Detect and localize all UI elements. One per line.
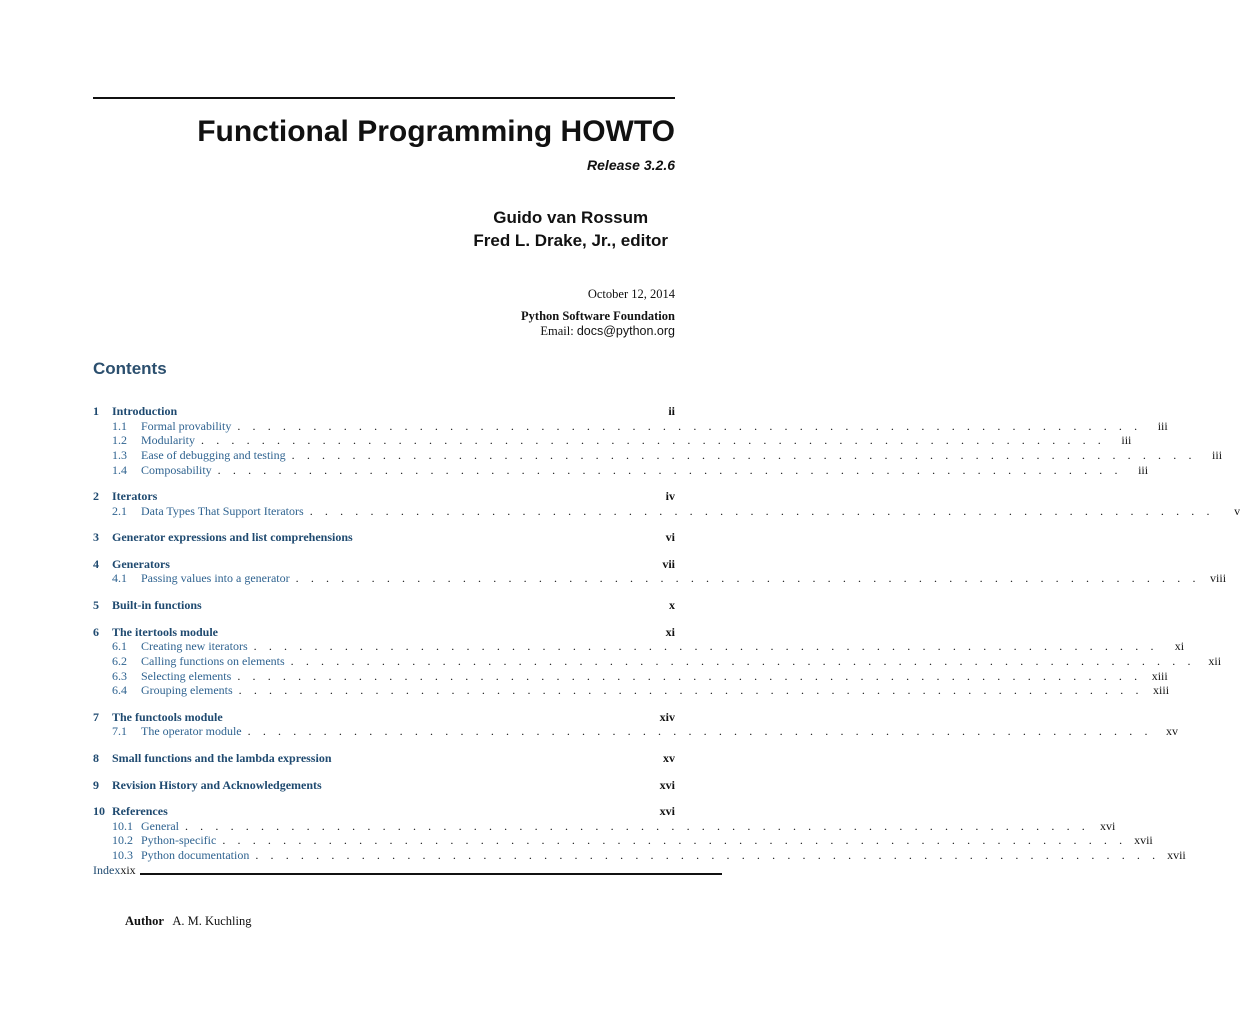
author-field xyxy=(125,914,252,929)
toc-gap xyxy=(93,518,675,530)
toc-subsection-page: iii xyxy=(1212,447,1223,462)
toc-gap xyxy=(93,698,675,710)
toc-subsection-entry[interactable] xyxy=(93,683,1170,698)
toc-subsection-entry[interactable] xyxy=(93,571,1227,586)
toc-subsection-page: v xyxy=(1234,503,1240,518)
toc-section-title[interactable]: Revision History and Acknowledgements xyxy=(112,777,322,792)
index-rule xyxy=(140,873,722,875)
toc-subsection-title[interactable]: Grouping elements xyxy=(141,683,233,698)
toc-section-page: x xyxy=(669,598,675,613)
toc-gap xyxy=(93,766,675,778)
email-label: Email: xyxy=(540,324,574,338)
toc-subsection-page: iii xyxy=(1121,433,1132,448)
dot-leader: . . . . . . . . . . . . . . . . . . . . . . . . . . . . . . . . . . . . . . . . . . . . . . . . . . . . . . . . . . . . xyxy=(290,653,1196,668)
toc-subsection-page: iii xyxy=(1138,462,1149,477)
toc-subsection-entry[interactable] xyxy=(93,668,1168,684)
toc-section-page: ii xyxy=(668,404,675,418)
dot-leader: . . . . . . . . . . . . . . . . . . . . . . . . . . . . . . . . . . . . . . . . . . . . . . . . . . . . . . . . . . . . xyxy=(291,447,1197,462)
toc-subsection-entry[interactable] xyxy=(93,639,1185,654)
toc-subsection-number[interactable]: 10.2 xyxy=(112,833,133,848)
toc-gap xyxy=(93,792,675,804)
toc-subsection-number[interactable]: 1.2 xyxy=(112,433,127,448)
toc-section-page: xvi xyxy=(659,777,675,792)
toc-section-entry[interactable] xyxy=(93,751,675,766)
toc-subsection-entry[interactable] xyxy=(93,653,1222,669)
email-line xyxy=(540,324,675,339)
toc-subsection-page: xvii xyxy=(1167,847,1186,862)
dot-leader: . . . . . . . . . . . . . . . . . . . . . . . . . . . . . . . . . . . . . . . . . . . . . . . . . . . . . . . . . . . . xyxy=(237,418,1142,433)
email-address[interactable]: docs@python.org xyxy=(576,324,675,338)
toc-section-page: iv xyxy=(665,489,675,504)
toc-section-title[interactable]: Generators xyxy=(112,556,170,571)
toc-section-page: xiv xyxy=(659,709,675,724)
toc-section-page: vii xyxy=(662,556,675,571)
toc-section-number[interactable]: 1 xyxy=(93,404,99,418)
toc-subsection-page: xiii xyxy=(1153,683,1170,698)
toc-subsection-title[interactable]: Data Types That Support Iterators xyxy=(141,503,304,518)
dot-leader: . . . . . . . . . . . . . . . . . . . . . . . . . . . . . . . . . . . . . . . . . . . . . . . . . . . . . . . . . . . . xyxy=(201,433,1106,448)
toc-subsection-entry[interactable] xyxy=(93,462,1149,478)
dot-leader: . . . . . . . . . . . . . . . . . . . . . . . . . . . . . . . . . . . . . . . . . . . . . . . . . . . . . . . . . . . . xyxy=(247,724,1153,739)
author-field-label: Author xyxy=(125,914,164,928)
toc-subsection-title[interactable]: General xyxy=(141,818,179,833)
table-of-contents xyxy=(93,404,1240,863)
document-title: Functional Programming HOWTO xyxy=(197,115,675,148)
toc-subsection-title[interactable]: Composability xyxy=(141,462,212,477)
toc-subsection-entry[interactable] xyxy=(93,847,1186,863)
dot-leader: . . . . . . . . . . . . . . . . . . . . . . . . . . . . . . . . . . . . . . . . . . . . . . . . . . . . . . . . . . . . xyxy=(253,639,1159,654)
toc-section-entry[interactable] xyxy=(93,598,675,613)
toc-subsection-entry[interactable] xyxy=(93,447,1223,463)
toc-subsection-entry[interactable] xyxy=(93,503,1240,519)
toc-subsection-page: xv xyxy=(1166,724,1179,739)
toc-subsection-title[interactable]: Selecting elements xyxy=(141,668,232,683)
toc-section-number[interactable]: 9 xyxy=(93,777,99,792)
toc-subsection-number[interactable]: 6.2 xyxy=(112,653,127,668)
toc-subsection-title[interactable]: Python-specific xyxy=(141,833,217,848)
toc-subsection-title[interactable]: Modularity xyxy=(141,433,195,448)
toc-section-number[interactable]: 10 xyxy=(93,804,105,819)
toc-section-title[interactable]: Introduction xyxy=(112,404,178,418)
dot-leader: . . . . . . . . . . . . . . . . . . . . . . . . . . . . . . . . . . . . . . . . . . . . . . . . . . . . . . . . . . . . xyxy=(295,571,1201,586)
toc-subsection-title[interactable]: Calling functions on elements xyxy=(141,653,285,668)
toc-section-title[interactable]: The itertools module xyxy=(112,624,218,639)
toc-section-page: xvi xyxy=(659,804,675,819)
toc-subsection-number[interactable]: 1.3 xyxy=(112,447,127,462)
toc-section-number[interactable]: 3 xyxy=(93,530,99,545)
toc-section-title[interactable]: Small functions and the lambda expression xyxy=(112,751,332,766)
toc-subsection-number[interactable]: 7.1 xyxy=(112,724,127,739)
toc-subsection-title[interactable]: Python documentation xyxy=(141,847,250,862)
authors-block xyxy=(473,206,668,252)
toc-section-entry[interactable] xyxy=(93,530,675,545)
index-page: xix xyxy=(120,863,136,877)
author-name: Guido van Rossum xyxy=(493,208,649,227)
toc-section-entry[interactable] xyxy=(93,489,675,504)
toc-subsection-number[interactable]: 10.1 xyxy=(112,818,133,833)
dot-leader: . . . . . . . . . . . . . . . . . . . . . . . . . . . . . . . . . . . . . . . . . . . . . . . . . . . . . . . . . . . . xyxy=(222,833,1127,848)
dot-leader: . . . . . . . . . . . . . . . . . . . . . . . . . . . . . . . . . . . . . . . . . . . . . . . . . . . . . . . . . . . . xyxy=(255,847,1160,862)
toc-index-entry[interactable] xyxy=(93,863,136,878)
toc-section-entry[interactable] xyxy=(93,625,675,640)
toc-section-number[interactable]: 5 xyxy=(93,598,99,613)
toc-section-number[interactable]: 2 xyxy=(93,489,99,504)
toc-section-title[interactable]: Built-in functions xyxy=(112,598,202,613)
contents-heading: Contents xyxy=(93,359,167,378)
dot-leader: . . . . . . . . . . . . . . . . . . . . . . . . . . . . . . . . . . . . . . . . . . . . . . . . . . . . . . . . . . . . xyxy=(237,668,1142,683)
toc-subsection-number[interactable]: 10.3 xyxy=(112,847,133,862)
toc-section-entry[interactable] xyxy=(93,404,675,419)
toc-subsection-page: viii xyxy=(1210,571,1227,586)
dot-leader: . . . . . . . . . . . . . . . . . . . . . . . . . . . . . . . . . . . . . . . . . . . . . . . . . . . . . . . . . . . . xyxy=(238,683,1144,698)
toc-section-page: xi xyxy=(665,624,675,639)
toc-subsection-number[interactable]: 1.1 xyxy=(112,418,127,433)
toc-section-entry[interactable] xyxy=(93,804,675,819)
toc-section-page: xv xyxy=(663,751,675,766)
toc-section-number[interactable]: 6 xyxy=(93,624,99,639)
toc-subsection-entry[interactable] xyxy=(93,833,1153,848)
toc-subsection-number[interactable]: 4.1 xyxy=(112,571,127,586)
toc-section-title[interactable]: Generator expressions and list comprehensions xyxy=(112,530,353,545)
toc-subsection-title[interactable]: The operator module xyxy=(141,724,242,739)
toc-subsection-title[interactable]: Passing values into a generator xyxy=(141,571,290,586)
toc-subsection-number[interactable]: 2.1 xyxy=(112,503,127,518)
toc-section-number[interactable]: 7 xyxy=(93,709,99,724)
author-name: Fred L. Drake, Jr., editor xyxy=(473,231,668,250)
toc-subsection-page: xii xyxy=(1208,653,1222,668)
toc-subsection-entry[interactable] xyxy=(93,724,1179,739)
dot-leader: . . . . . . . . . . . . . . . . . . . . . . . . . . . . . . . . . . . . . . . . . . . . . . . . . . . . . . . . . . . . xyxy=(217,462,1123,477)
toc-section-number[interactable]: 8 xyxy=(93,751,99,766)
toc-gap xyxy=(93,545,675,557)
toc-subsection-page: xvi xyxy=(1100,818,1116,833)
dot-leader: . . . . . . . . . . . . . . . . . . . . . . . . . . . . . . . . . . . . . . . . . . . . . . . . . . . . . . . . . . . . xyxy=(184,818,1090,833)
toc-subsection-entry[interactable] xyxy=(93,818,1116,834)
title-rule xyxy=(93,97,675,99)
toc-subsection-page: xi xyxy=(1174,639,1185,654)
release-label: Release 3.2.6 xyxy=(587,157,675,173)
dot-leader: . . . . . . . . . . . . . . . . . . . . . . . . . . . . . . . . . . . . . . . . . . . . . . . . . . . . . . . . . . . . xyxy=(309,503,1215,518)
toc-subsection-entry[interactable] xyxy=(93,418,1168,434)
publication-date: October 12, 2014 xyxy=(587,287,675,301)
toc-section-entry[interactable] xyxy=(93,557,675,572)
toc-section-number[interactable]: 4 xyxy=(93,556,99,571)
toc-section-title[interactable]: References xyxy=(112,804,168,819)
toc-section-entry[interactable] xyxy=(93,778,675,793)
toc-subsection-title[interactable]: Formal provability xyxy=(141,418,232,433)
toc-section-page: vi xyxy=(665,530,675,545)
toc-section-title[interactable]: Iterators xyxy=(112,489,158,504)
author-field-value: A. M. Kuchling xyxy=(172,914,252,928)
toc-subsection-entry[interactable] xyxy=(93,433,1132,448)
toc-gap xyxy=(93,477,675,489)
index-title[interactable]: Index xyxy=(93,863,121,877)
toc-gap xyxy=(93,613,675,625)
toc-subsection-page: iii xyxy=(1157,418,1168,433)
organization: Python Software Foundation xyxy=(521,309,675,323)
toc-subsection-number[interactable]: 6.4 xyxy=(112,683,127,698)
toc-subsection-page: xvii xyxy=(1134,833,1153,848)
toc-gap xyxy=(93,739,675,751)
toc-section-entry[interactable] xyxy=(93,710,675,725)
toc-section-title[interactable]: The functools module xyxy=(112,709,223,724)
toc-subsection-number[interactable]: 6.3 xyxy=(112,668,127,683)
toc-subsection-title[interactable]: Ease of debugging and testing xyxy=(141,447,286,462)
toc-subsection-number[interactable]: 6.1 xyxy=(112,639,127,654)
toc-subsection-title[interactable]: Creating new iterators xyxy=(141,639,248,654)
toc-subsection-page: xiii xyxy=(1151,668,1168,683)
toc-subsection-number[interactable]: 1.4 xyxy=(112,462,127,477)
toc-gap xyxy=(93,586,675,598)
